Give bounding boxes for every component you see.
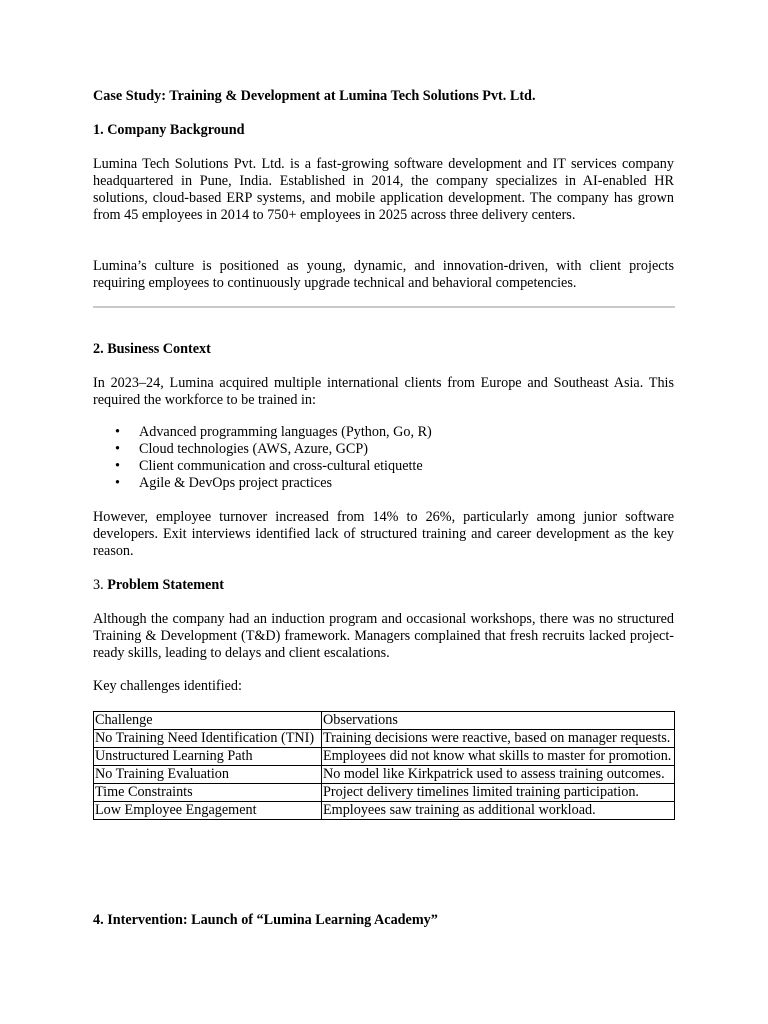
bullet-icon: • — [115, 424, 120, 440]
horizontal-divider — [93, 306, 675, 308]
list-item: • Cloud technologies (AWS, Azure, GCP) — [115, 441, 368, 457]
table-cell: Training decisions were reactive, based on manager requests. — [322, 730, 675, 748]
table-cell: No model like Kirkpatrick used to assess training outcomes. — [322, 766, 675, 784]
section-2-paragraph: However, employee turnover increased from 14% to 26%, particularly among junior software developers. Exit interviews identified lack of structured training and career development as the key reason. — [93, 509, 674, 559]
section-3-heading: 3. Problem Statement — [93, 577, 224, 593]
table-cell: Employees saw training as additional workload. — [322, 802, 675, 820]
table-cell: No Training Need Identification (TNI) — [94, 730, 322, 748]
bullet-icon: • — [115, 458, 120, 474]
table-row — [94, 784, 675, 802]
table-cell: Low Employee Engagement — [94, 802, 322, 820]
section-1-heading: 1. Company Background — [93, 122, 245, 138]
training-needs-list — [93, 424, 674, 492]
section-4-heading: 4. Intervention: Launch of “Lumina Learning Academy” — [93, 912, 438, 928]
document-title: Case Study: Training & Development at Lumina Tech Solutions Pvt. Ltd. — [93, 88, 536, 104]
list-item: • Client communication and cross-cultural etiquette — [115, 458, 423, 474]
table-row — [94, 766, 675, 784]
section-3-paragraph: Although the company had an induction program and occasional workshops, there was no structured Training & Development (T&D) framework. Managers complained that fresh recruits lacked project-ready skills, leading to delays and client escalations. — [93, 611, 674, 661]
table-row — [94, 748, 675, 766]
table-cell: Time Constraints — [94, 784, 322, 802]
table-cell: No Training Evaluation — [94, 766, 322, 784]
section-1-paragraph-1: Lumina Tech Solutions Pvt. Ltd. is a fast-growing software development and IT services company headquartered in Pune, India. Established in 2014, the company specializes in AI-enabled HR solutions, cloud-based ERP systems, and mobile application development. The company has grown from 45 employees in 2014 to 750+ employees in 2025 across three delivery centers. — [93, 156, 674, 223]
table-row — [94, 802, 675, 820]
section-2-heading: 2. Business Context — [93, 341, 211, 357]
bullet-icon: • — [115, 441, 120, 457]
table-cell: Employees did not know what skills to master for promotion. — [322, 748, 675, 766]
table-cell: Project delivery timelines limited training participation. — [322, 784, 675, 802]
section-2-intro: In 2023–24, Lumina acquired multiple international clients from Europe and Southeast Asia. This required the workforce to be trained in: — [93, 375, 674, 408]
section-1-paragraph-2: Lumina’s culture is positioned as young, dynamic, and innovation-driven, with client projects requiring employees to continuously upgrade technical and behavioral competencies. — [93, 258, 674, 291]
challenges-table — [93, 711, 675, 820]
table-header-cell: Challenge — [94, 712, 322, 730]
table-header-cell: Observations — [322, 712, 675, 730]
table-cell: Unstructured Learning Path — [94, 748, 322, 766]
table-intro: Key challenges identified: — [93, 678, 242, 694]
table-row — [94, 730, 675, 748]
bullet-icon: • — [115, 475, 120, 491]
list-item: • Advanced programming languages (Python, Go, R) — [115, 424, 432, 440]
list-item: • Agile & DevOps project practices — [115, 475, 333, 491]
table-header-row — [94, 712, 675, 730]
